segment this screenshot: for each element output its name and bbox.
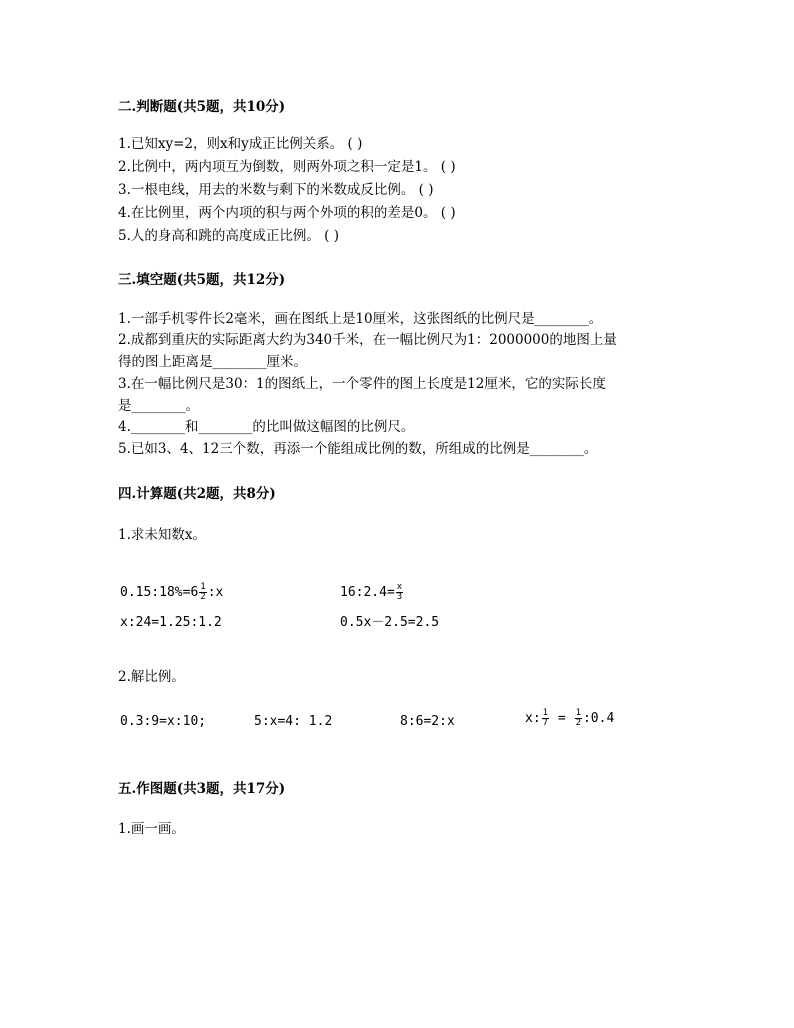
equation-2: 16:2.4= $\frac{x}{3}$ bbox=[340, 582, 403, 602]
fill-item-2-line-1: 2.成都到重庆的实际距离大约为340千米，在一幅比例尺为1：2000000的地图上量 bbox=[118, 332, 617, 348]
fill-item-3-line-1: 3.在一幅比例尺是30：1的图纸上，一个零件的图上长度是12厘米，它的实际长度 bbox=[118, 376, 606, 392]
proportion-3: 8:6=2:x bbox=[400, 714, 455, 729]
judge-item-5: 5.人的身高和跳的高度成正比例。 ( ) bbox=[118, 228, 339, 244]
fill-item-1: 1.一部手机零件长2毫米，画在图纸上是10厘米，这张图纸的比例尺是________。 bbox=[118, 311, 603, 327]
proportion-4: x: $\frac{1}{7}$ = $\frac{1}{2}$ :0.4 bbox=[525, 708, 615, 728]
section-4-title: 四.计算题(共2题，共8分) bbox=[118, 486, 276, 502]
fraction: $\frac{1}{2}$ bbox=[200, 582, 206, 602]
fraction: $\frac{1}{2}$ bbox=[575, 708, 581, 728]
calc-question-2-label: 2.解比例。 bbox=[118, 669, 185, 685]
fill-item-2-line-2: 得的图上距离是________厘米。 bbox=[118, 354, 307, 370]
fraction: $\frac{1}{7}$ bbox=[542, 708, 549, 728]
section-5-title: 五.作图题(共3题，共17分) bbox=[118, 781, 286, 797]
proportion-1: 0.3:9=x:10; bbox=[120, 714, 207, 729]
fill-item-5: 5.已如3、4、12三个数，再添一个能组成比例的数，所组成的比例是________。 bbox=[118, 441, 598, 457]
judge-item-4: 4.在比例里，两个内项的积与两个外项的积的差是0。 ( ) bbox=[118, 205, 456, 221]
equation-4: 0.5x－2.5=2.5 bbox=[340, 615, 440, 630]
proportion-2: 5:x=4: 1.2 bbox=[254, 714, 333, 729]
equation-1: 0.15:18%=6 $\frac{1}{2}$ :x bbox=[120, 582, 224, 602]
judge-item-1: 1.已知xy=2，则x和y成正比例关系。 ( ) bbox=[118, 136, 363, 152]
fraction: $\frac{x}{3}$ bbox=[396, 582, 403, 602]
section-2-title: 二.判断题(共5题，共10分) bbox=[118, 99, 286, 115]
equation-3: x:24=1.25:1.2 bbox=[120, 615, 222, 630]
judge-item-2: 2.比例中，两内项互为倒数，则两外项之积一定是1。 ( ) bbox=[118, 159, 456, 175]
draw-question-1-label: 1.画一画。 bbox=[118, 821, 185, 837]
calc-question-1-label: 1.求未知数x。 bbox=[118, 527, 206, 543]
section-3-title: 三.填空题(共5题，共12分) bbox=[118, 272, 286, 288]
fill-item-4: 4.________和________的比叫做这幅图的比例尺。 bbox=[118, 419, 415, 435]
judge-item-3: 3.一根电线，用去的米数与剩下的米数成反比例。 ( ) bbox=[118, 182, 434, 198]
fill-item-3-line-2: 是________。 bbox=[118, 398, 199, 414]
